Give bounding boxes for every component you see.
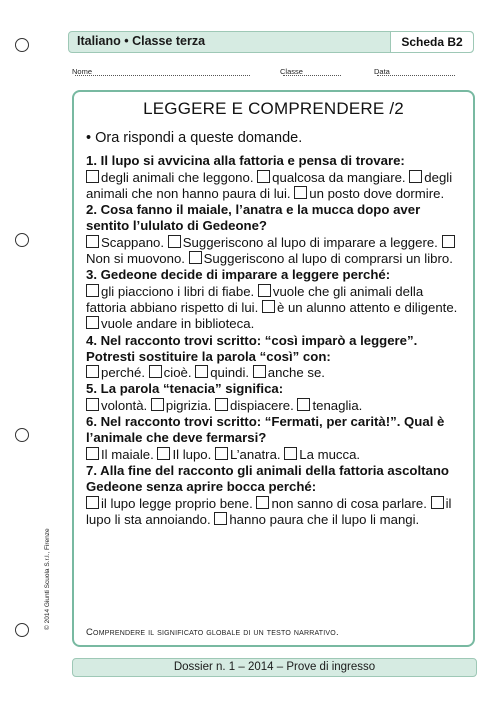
checkbox[interactable] <box>257 170 270 183</box>
answer-option-label: vuole andare in biblioteca. <box>101 316 255 332</box>
binder-hole-2 <box>15 233 29 247</box>
intro-text: • Ora rispondi a queste domande. <box>86 130 303 146</box>
answer-option-label: dispiacere. <box>230 397 294 413</box>
answer-options <box>86 398 466 414</box>
answer-option[interactable] <box>284 447 360 462</box>
student-info-line <box>72 67 472 79</box>
card-title: LEGGERE E COMPRENDERE /2 <box>143 99 404 118</box>
question-block <box>86 202 466 267</box>
answer-option[interactable] <box>253 365 325 380</box>
answer-option-label: perché. <box>101 365 145 381</box>
checkbox[interactable] <box>86 447 99 460</box>
question-text: 3. Gedeone decide di imparare a leggere perché: <box>86 267 391 283</box>
card-body <box>86 130 466 528</box>
question-block <box>86 267 466 332</box>
date-label: Data <box>374 67 390 76</box>
question-text: 6. Nel racconto trovi scritto: “Fermati, per carità!”. Qual è l’animale che deve fermarsi? <box>86 414 445 446</box>
class-label: Classe <box>280 67 303 76</box>
footer-text: Dossier n. 1 – 2014 – Prove di ingresso <box>173 661 376 673</box>
class-field[interactable] <box>283 67 341 76</box>
question-block <box>86 333 466 382</box>
answer-option[interactable] <box>151 398 211 413</box>
answer-option-label: cioè. <box>163 365 192 381</box>
answer-option-label: qualcosa da mangiare. <box>272 169 406 185</box>
checkbox[interactable] <box>215 398 228 411</box>
answer-option-label: non sanno di cosa parlare. <box>271 495 427 511</box>
learning-objective: Comprendere il significato globale di un testo narrativo. <box>86 627 339 638</box>
footer-bar <box>72 658 477 677</box>
question-text: 1. Il lupo si avvicina alla fattoria e pensa di trovare: <box>86 153 405 169</box>
answer-option[interactable] <box>168 235 438 250</box>
answer-option[interactable] <box>257 170 405 185</box>
answer-option-label: è un alunno attento e diligente. <box>276 299 458 315</box>
answer-option-label: un posto dove dormire. <box>309 185 445 201</box>
answer-option-label: La mucca. <box>299 446 361 462</box>
answer-option[interactable] <box>149 365 192 380</box>
checkbox[interactable] <box>253 365 266 378</box>
answer-options <box>86 365 466 381</box>
checkbox[interactable] <box>262 300 275 313</box>
name-field[interactable] <box>75 67 250 76</box>
exercise-card <box>72 90 475 647</box>
checkbox[interactable] <box>258 284 271 297</box>
answer-option[interactable] <box>215 447 281 462</box>
checkbox[interactable] <box>149 365 162 378</box>
answer-option[interactable] <box>86 398 147 413</box>
binder-hole-1 <box>15 38 29 52</box>
answer-option-label: volontà. <box>101 397 148 413</box>
question-block <box>86 153 466 202</box>
answer-option[interactable] <box>86 447 154 462</box>
checkbox[interactable] <box>157 447 170 460</box>
checkbox[interactable] <box>442 235 455 248</box>
checkbox[interactable] <box>214 512 227 525</box>
answer-option-label: tenaglia. <box>312 397 363 413</box>
checkbox[interactable] <box>86 365 99 378</box>
answer-option[interactable] <box>86 316 254 331</box>
name-label: Nome <box>72 67 93 76</box>
answer-option-label: Il lupo. <box>172 446 212 462</box>
checkbox[interactable] <box>168 235 181 248</box>
checkbox[interactable] <box>86 496 99 509</box>
answer-option-label: hanno paura che il lupo li mangi. <box>229 511 420 527</box>
answer-option-label: vuole che gli animali della fattoria abbiano rispetto di lui. <box>86 283 424 315</box>
answer-options <box>86 447 466 463</box>
sheet-label: Scheda B2 <box>390 32 473 52</box>
answer-options <box>86 284 466 333</box>
checkbox[interactable] <box>294 186 307 199</box>
checkbox[interactable] <box>284 447 297 460</box>
checkbox[interactable] <box>297 398 310 411</box>
question-block <box>86 463 466 528</box>
answer-options <box>86 235 466 268</box>
answer-option[interactable] <box>195 365 249 380</box>
checkbox[interactable] <box>86 316 99 329</box>
checkbox[interactable] <box>189 251 202 264</box>
answer-option[interactable] <box>86 170 254 185</box>
answer-option[interactable] <box>86 284 254 299</box>
question-text: 5. La parola “tenacia” significa: <box>86 381 284 397</box>
question-text: 2. Cosa fanno il maiale, l’anatra e la mucca dopo aver sentito l’ululato di Gedeone? <box>86 202 421 234</box>
checkbox[interactable] <box>86 398 99 411</box>
answer-option-label: anche se. <box>267 365 325 381</box>
question-block <box>86 414 466 463</box>
answer-option[interactable] <box>86 496 253 511</box>
answer-option-label: il lupo li sta annoiando. <box>86 495 452 527</box>
binder-hole-3 <box>15 428 29 442</box>
answer-option-label: Suggeriscono al lupo di comprarsi un libro. <box>203 251 453 267</box>
answer-option[interactable] <box>214 512 419 527</box>
answer-option-label: degli animali che leggono. <box>101 169 254 185</box>
answer-option[interactable] <box>86 235 164 250</box>
answer-option[interactable] <box>256 496 426 511</box>
checkbox[interactable] <box>256 496 269 509</box>
date-field[interactable] <box>377 67 455 76</box>
answer-option-label: Il maiale. <box>101 446 154 462</box>
checkbox[interactable] <box>151 398 164 411</box>
subject-label: Italiano • Classe terza <box>77 34 206 48</box>
answer-option[interactable] <box>297 398 362 413</box>
answer-option-label: degli animali che non hanno paura di lui. <box>86 169 453 201</box>
checkbox[interactable] <box>195 365 208 378</box>
copyright-notice: © 2014 Giunti Scuola S.r.l., Firenze <box>44 528 51 630</box>
answer-option[interactable] <box>86 365 145 380</box>
answer-option-label: L’anatra. <box>229 446 281 462</box>
answer-option[interactable] <box>189 251 453 266</box>
question-text: 4. Nel racconto trovi scritto: “così imparò a leggere”. Potresti sostituire la parola “così” con: <box>86 332 418 364</box>
answer-option-label: Scappano. <box>101 234 165 250</box>
question-list <box>86 153 466 528</box>
answer-option[interactable] <box>157 447 211 462</box>
checkbox[interactable] <box>215 447 228 460</box>
header-bar <box>68 31 474 53</box>
answer-option[interactable] <box>294 186 444 201</box>
answer-option-label: il lupo legge proprio bene. <box>101 495 253 511</box>
answer-option-label: Non si muovono. <box>86 251 185 267</box>
answer-option-label: pigrizia. <box>165 397 212 413</box>
answer-option[interactable] <box>215 398 294 413</box>
answer-options <box>86 496 466 529</box>
checkbox[interactable] <box>409 170 422 183</box>
binder-hole-4 <box>15 623 29 637</box>
answer-options <box>86 170 466 203</box>
checkbox[interactable] <box>86 284 99 297</box>
answer-option-label: quindi. <box>210 365 250 381</box>
answer-option[interactable] <box>262 300 457 315</box>
answer-option-label: gli piacciono i libri di fiabe. <box>101 283 255 299</box>
checkbox[interactable] <box>86 170 99 183</box>
question-text: 7. Alla fine del racconto gli animali della fattoria ascoltano Gedeone senza aprire bocca perché: <box>86 462 449 495</box>
checkbox[interactable] <box>86 235 99 248</box>
checkbox[interactable] <box>431 496 444 509</box>
question-block <box>86 381 466 414</box>
answer-option-label: Suggeriscono al lupo di imparare a leggere. <box>182 234 438 250</box>
